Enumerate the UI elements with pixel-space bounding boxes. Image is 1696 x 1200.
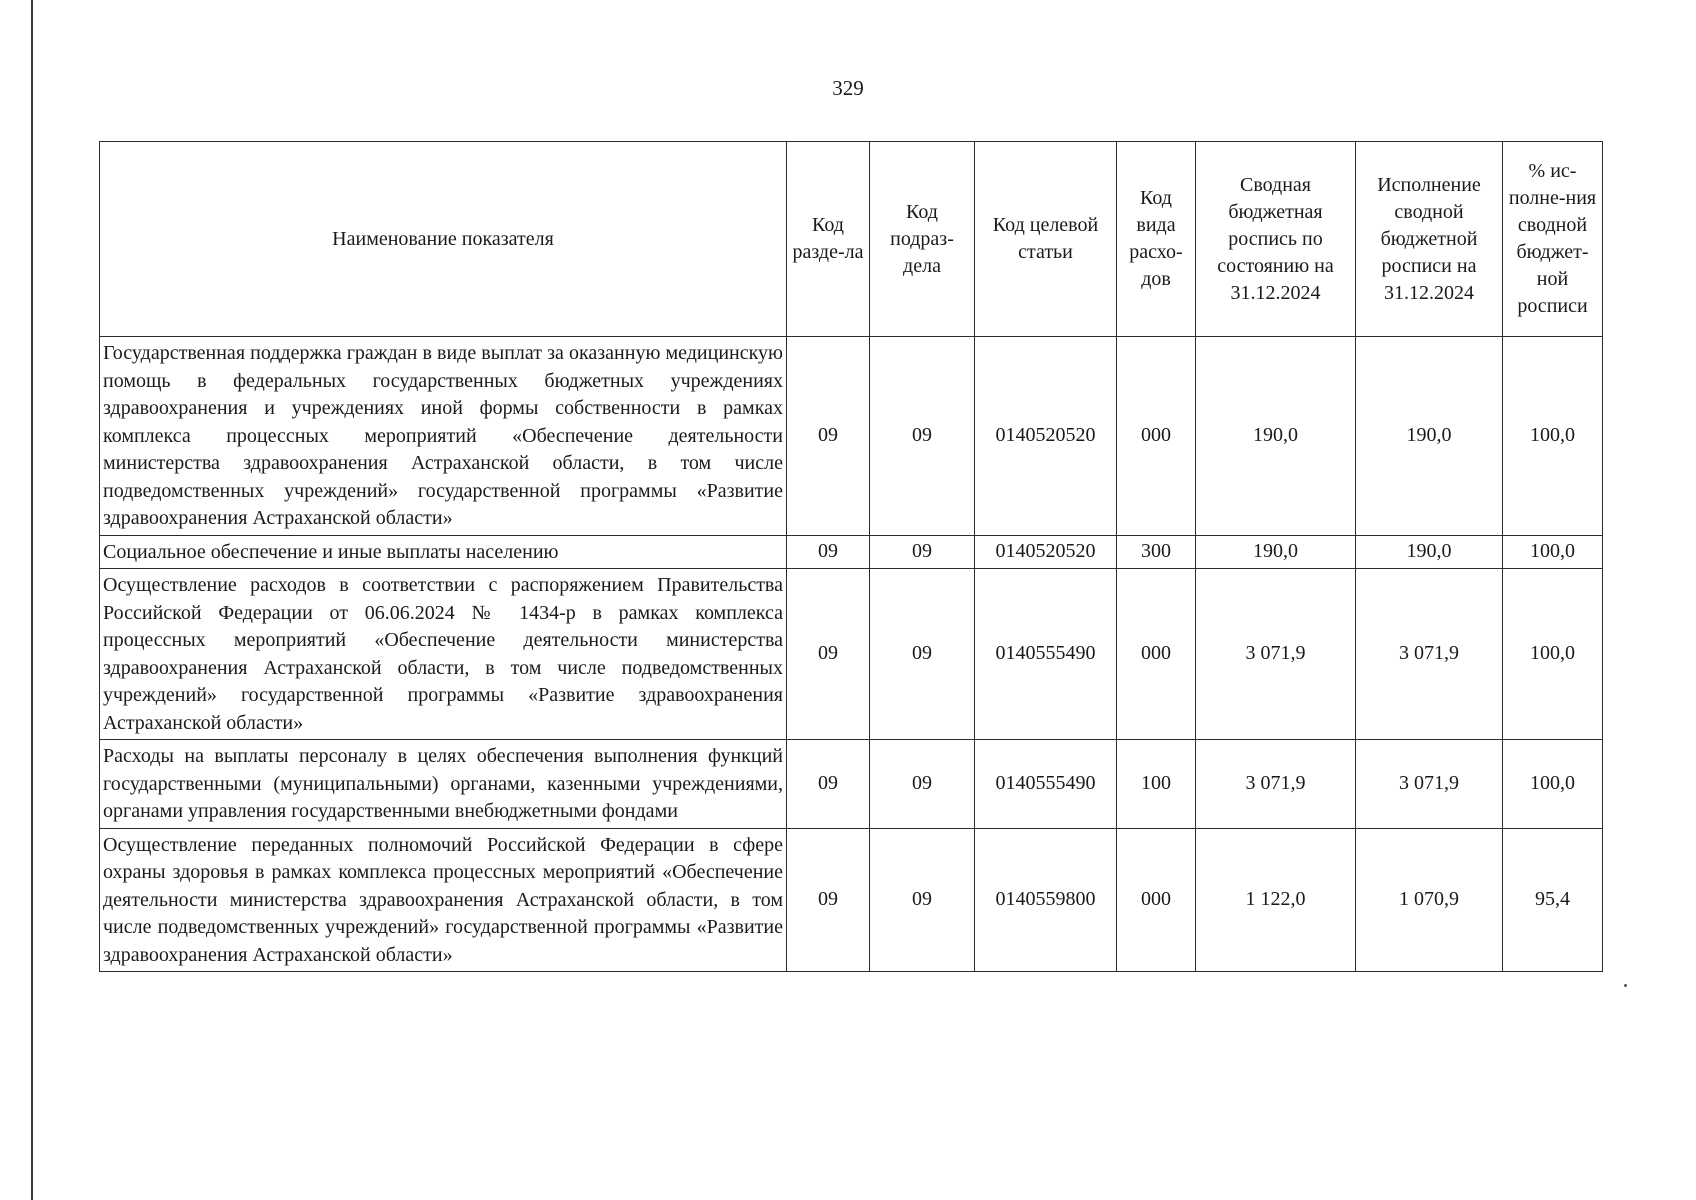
- cell-fact: 190,0: [1356, 535, 1503, 569]
- cell-razdel: 09: [787, 740, 870, 829]
- cell-pct: 100,0: [1503, 337, 1603, 536]
- table-header-row: [100, 142, 1603, 337]
- header-fact: Исполнение сводной бюджетной росписи на 31.12.2024: [1356, 142, 1503, 337]
- table-row: [100, 828, 1603, 972]
- cell-razdel: 09: [787, 337, 870, 536]
- cell-statya: 0140520520: [975, 337, 1117, 536]
- cell-plan: 190,0: [1196, 535, 1356, 569]
- cell-fact: 190,0: [1356, 337, 1503, 536]
- cell-name: Социальное обеспечение и иные выплаты населению: [100, 535, 787, 569]
- header-razdel: Код разде-ла: [787, 142, 870, 337]
- header-statya: Код целевой статьи: [975, 142, 1117, 337]
- table-row: [100, 535, 1603, 569]
- cell-statya: 0140555490: [975, 740, 1117, 829]
- cell-plan: 1 122,0: [1196, 828, 1356, 972]
- page-number: 329: [832, 76, 864, 100]
- cell-vid: 100: [1117, 740, 1196, 829]
- cell-fact: 3 071,9: [1356, 740, 1503, 829]
- cell-name: Государственная поддержка граждан в виде выплат за оказанную медицинскую помощь в федеральных государственных бюджетных учреждениях здравоохранения и учреждениях иной формы собственности в рамках комплекса процессных мероприятий «Обеспечение деятельности министерства здравоохранения Астраханской области, в том числе подведомственных учреждений» государственной программы «Развитие здравоохранения Астраханской области»: [100, 337, 787, 536]
- cell-name: Расходы на выплаты персоналу в целях обеспечения выполнения функций государственными (муниципальными) органами, казенными учреждениями, органами управления государственными внебюджетными фондами: [100, 740, 787, 829]
- cell-vid: 000: [1117, 569, 1196, 740]
- cell-razdel: 09: [787, 569, 870, 740]
- cell-razdel: 09: [787, 535, 870, 569]
- table-row: [100, 569, 1603, 740]
- cell-name: Осуществление переданных полномочий Российской Федерации в сфере охраны здоровья в рамках комплекса процессных мероприятий «Обеспечение деятельности министерства здравоохранения Астраханской области, в том числе подведомственных учреждений» государственной программы «Развитие здравоохранения Астраханской области»: [100, 828, 787, 972]
- header-pct: % ис-полне-ния сводной бюджет-ной росписи: [1503, 142, 1603, 337]
- table-row: [100, 337, 1603, 536]
- cell-vid: 000: [1117, 337, 1196, 536]
- cell-statya: 0140559800: [975, 828, 1117, 972]
- cell-plan: 3 071,9: [1196, 569, 1356, 740]
- header-name: Наименование показателя: [100, 142, 787, 337]
- cell-razdel: 09: [787, 828, 870, 972]
- table-row: [100, 740, 1603, 829]
- header-vid: Код вида расхо-дов: [1117, 142, 1196, 337]
- header-podrazdel: Код подраз-дела: [870, 142, 975, 337]
- cell-pct: 100,0: [1503, 740, 1603, 829]
- cell-name: Осуществление расходов в соответствии с распоряжением Правительства Российской Федерации от 06.06.2024 № 1434-р в рамках комплекса процессных мероприятий «Обеспечение деятельности министерства здравоохранения Астраханской области, в том числе подведомственных учреждений» государственной программы «Развитие здравоохранения Астраханской области»: [100, 569, 787, 740]
- cell-statya: 0140555490: [975, 569, 1117, 740]
- cell-podrazdel: 09: [870, 740, 975, 829]
- cell-podrazdel: 09: [870, 828, 975, 972]
- cell-pct: 100,0: [1503, 569, 1603, 740]
- cell-plan: 190,0: [1196, 337, 1356, 536]
- cell-podrazdel: 09: [870, 337, 975, 536]
- cell-fact: 3 071,9: [1356, 569, 1503, 740]
- cell-podrazdel: 09: [870, 535, 975, 569]
- cell-vid: 300: [1117, 535, 1196, 569]
- budget-execution-table: [99, 141, 1603, 972]
- cell-pct: 95,4: [1503, 828, 1603, 972]
- cell-vid: 000: [1117, 828, 1196, 972]
- cell-podrazdel: 09: [870, 569, 975, 740]
- header-plan: Сводная бюджетная роспись по состоянию на 31.12.2024: [1196, 142, 1356, 337]
- cell-plan: 3 071,9: [1196, 740, 1356, 829]
- binding-margin-line: [31, 0, 33, 1200]
- scan-speck: [1624, 984, 1627, 987]
- cell-fact: 1 070,9: [1356, 828, 1503, 972]
- cell-statya: 0140520520: [975, 535, 1117, 569]
- cell-pct: 100,0: [1503, 535, 1603, 569]
